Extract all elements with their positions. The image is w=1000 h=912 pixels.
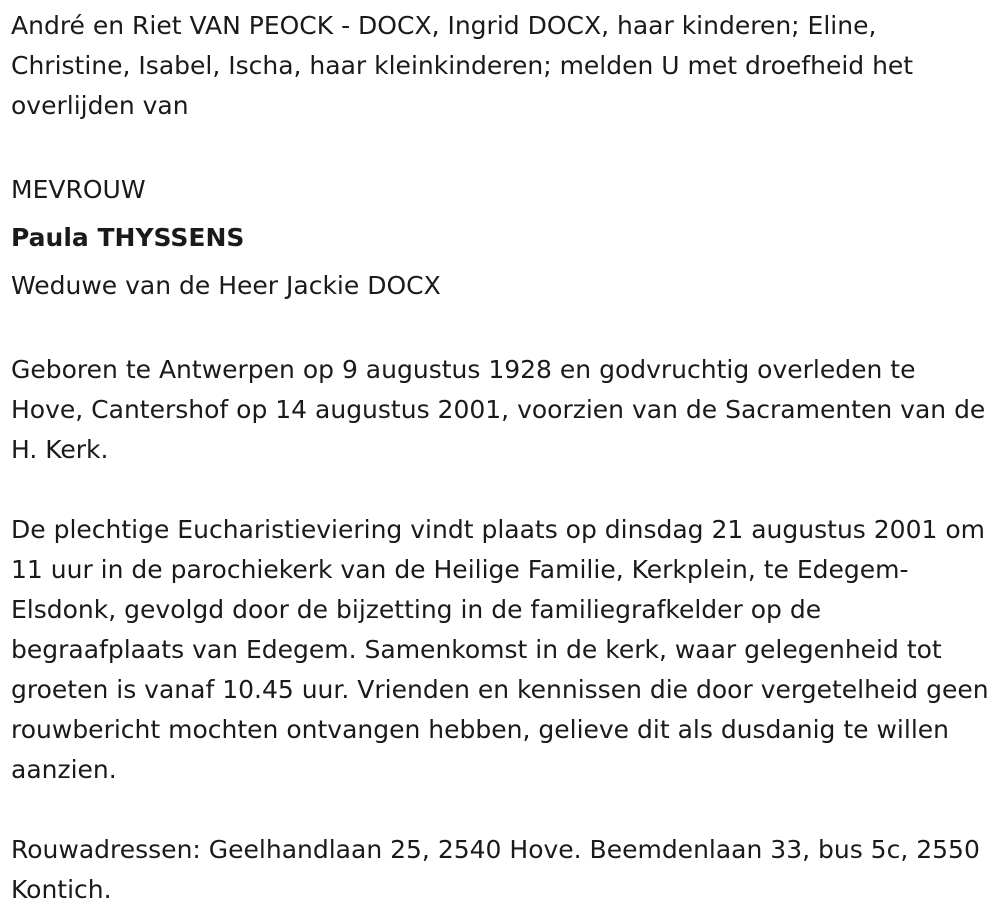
spacer — [11, 790, 992, 830]
spacer — [11, 470, 992, 510]
deceased-name: Paula THYSSENS — [11, 223, 245, 252]
addresses-paragraph: Rouwadressen: Geelhandlaan 25, 2540 Hove. Beemdenlaan 33, bus 5c, 2550 Kontich. — [11, 835, 980, 904]
ceremony-paragraph: De plechtige Eucharistieviering vindt plaats op dinsdag 21 augustus 2001 om 11 uur in de parochiekerk van de Heilige Familie, Kerkplein, te Edegem-Elsdonk, gevolgd door de bijzetting in de familiegrafkelder op de begraafplaats van Edegem. Samenkomst in de kerk, waar gelegenheid tot groeten is vanaf 10.45 uur. Vrienden en kennissen die door vergetelheid geen rouwbericht mochten ontvangen hebben, gelieve dit als dusdanig te willen aanzien. — [11, 515, 989, 784]
birth-death-paragraph: Geboren te Antwerpen op 9 augustus 1928 en godvruchtig overleden te Hove, Cantershof op 14 augustus 2001, voorzien van de Sacramenten van de H. Kerk. — [11, 355, 986, 464]
honorific: MEVROUW — [11, 175, 146, 204]
intro-paragraph: André en Riet VAN PEOCK - DOCX, Ingrid DOCX, haar kinderen; Eline, Christine, Isabel, Ischa, haar kleinkinderen; melden U met droefheid het overlijden van — [11, 11, 914, 120]
spacer — [11, 310, 992, 350]
spacer — [11, 126, 992, 166]
relation-line: Weduwe van de Heer Jackie DOCX — [11, 271, 441, 300]
